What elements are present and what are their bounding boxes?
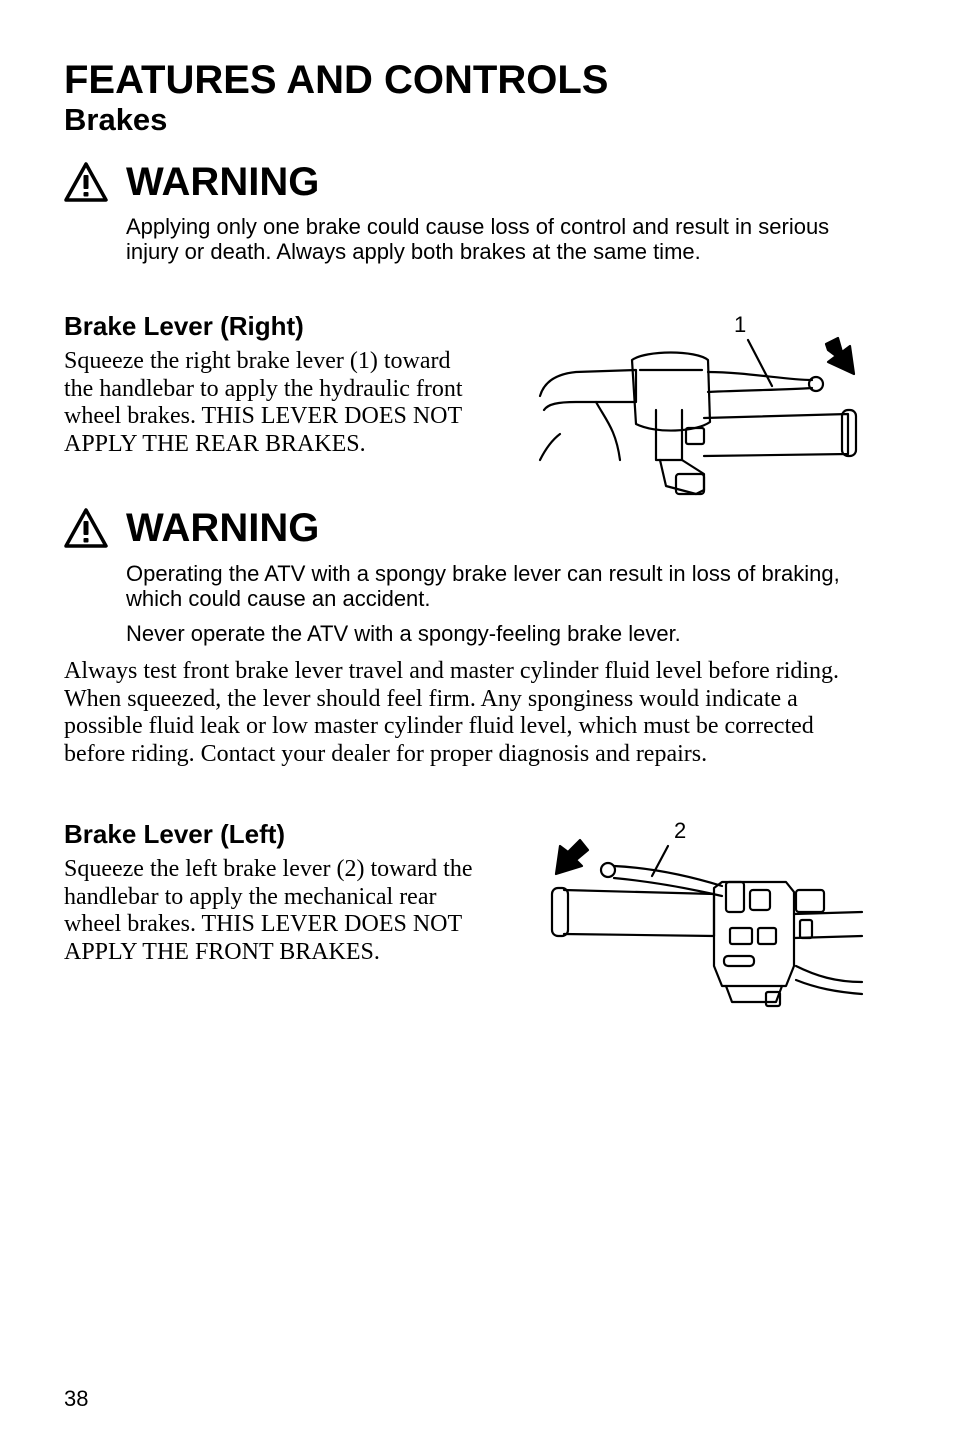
warning-triangle-icon bbox=[64, 162, 108, 202]
right-lever-text: Squeeze the right brake lever (1) toward the handlebar to apply the hydraulic front wheel brakes. THIS LEVER DOES NOT APPLY THE REAR BRAKES. bbox=[64, 348, 463, 457]
left-brake-lever-figure bbox=[546, 816, 866, 1016]
warning-title: WARNING bbox=[126, 506, 320, 550]
page-number: 38 bbox=[64, 1386, 89, 1411]
left-lever-text: Squeeze the left brake lever (2) toward the handlebar to apply the mechanical rear wheel brakes. THIS LEVER DOES NOT APPLY THE FRONT BRAKES. bbox=[64, 856, 473, 965]
right-handlebar-drawing bbox=[536, 310, 866, 505]
subsection-title: Brakes bbox=[64, 102, 168, 137]
warning-text-2: Never operate the ATV with a spongy-feeling brake lever. bbox=[126, 621, 681, 646]
section-title: FEATURES AND CONTROLS bbox=[64, 58, 609, 102]
warning-text-1: Operating the ATV with a spongy brake lever can result in loss of braking, which could cause an accident. bbox=[126, 561, 840, 611]
test-paragraph: Always test front brake lever travel and master cylinder fluid level before riding. When squeezed, the lever should feel firm. Any sponginess would indicate a possible fluid leak or low master cylinder fluid level, which must be corrected before riding. Contact your dealer for proper diagnosis and repairs. bbox=[64, 658, 840, 767]
warning-triangle-icon bbox=[64, 508, 108, 548]
right-brake-lever-figure bbox=[536, 310, 866, 505]
callout-1: 1 bbox=[734, 312, 747, 337]
warning-text: Applying only one brake could cause loss of control and result in serious injury or death. Always apply both brakes at the same time. bbox=[126, 214, 830, 264]
warning-title: WARNING bbox=[126, 160, 320, 204]
right-lever-heading: Brake Lever (Right) bbox=[64, 311, 304, 341]
warning-header-1 bbox=[64, 160, 319, 204]
left-handlebar-drawing bbox=[546, 816, 866, 1016]
warning-header-2 bbox=[64, 506, 319, 550]
callout-2: 2 bbox=[674, 818, 687, 843]
left-lever-heading: Brake Lever (Left) bbox=[64, 819, 286, 849]
